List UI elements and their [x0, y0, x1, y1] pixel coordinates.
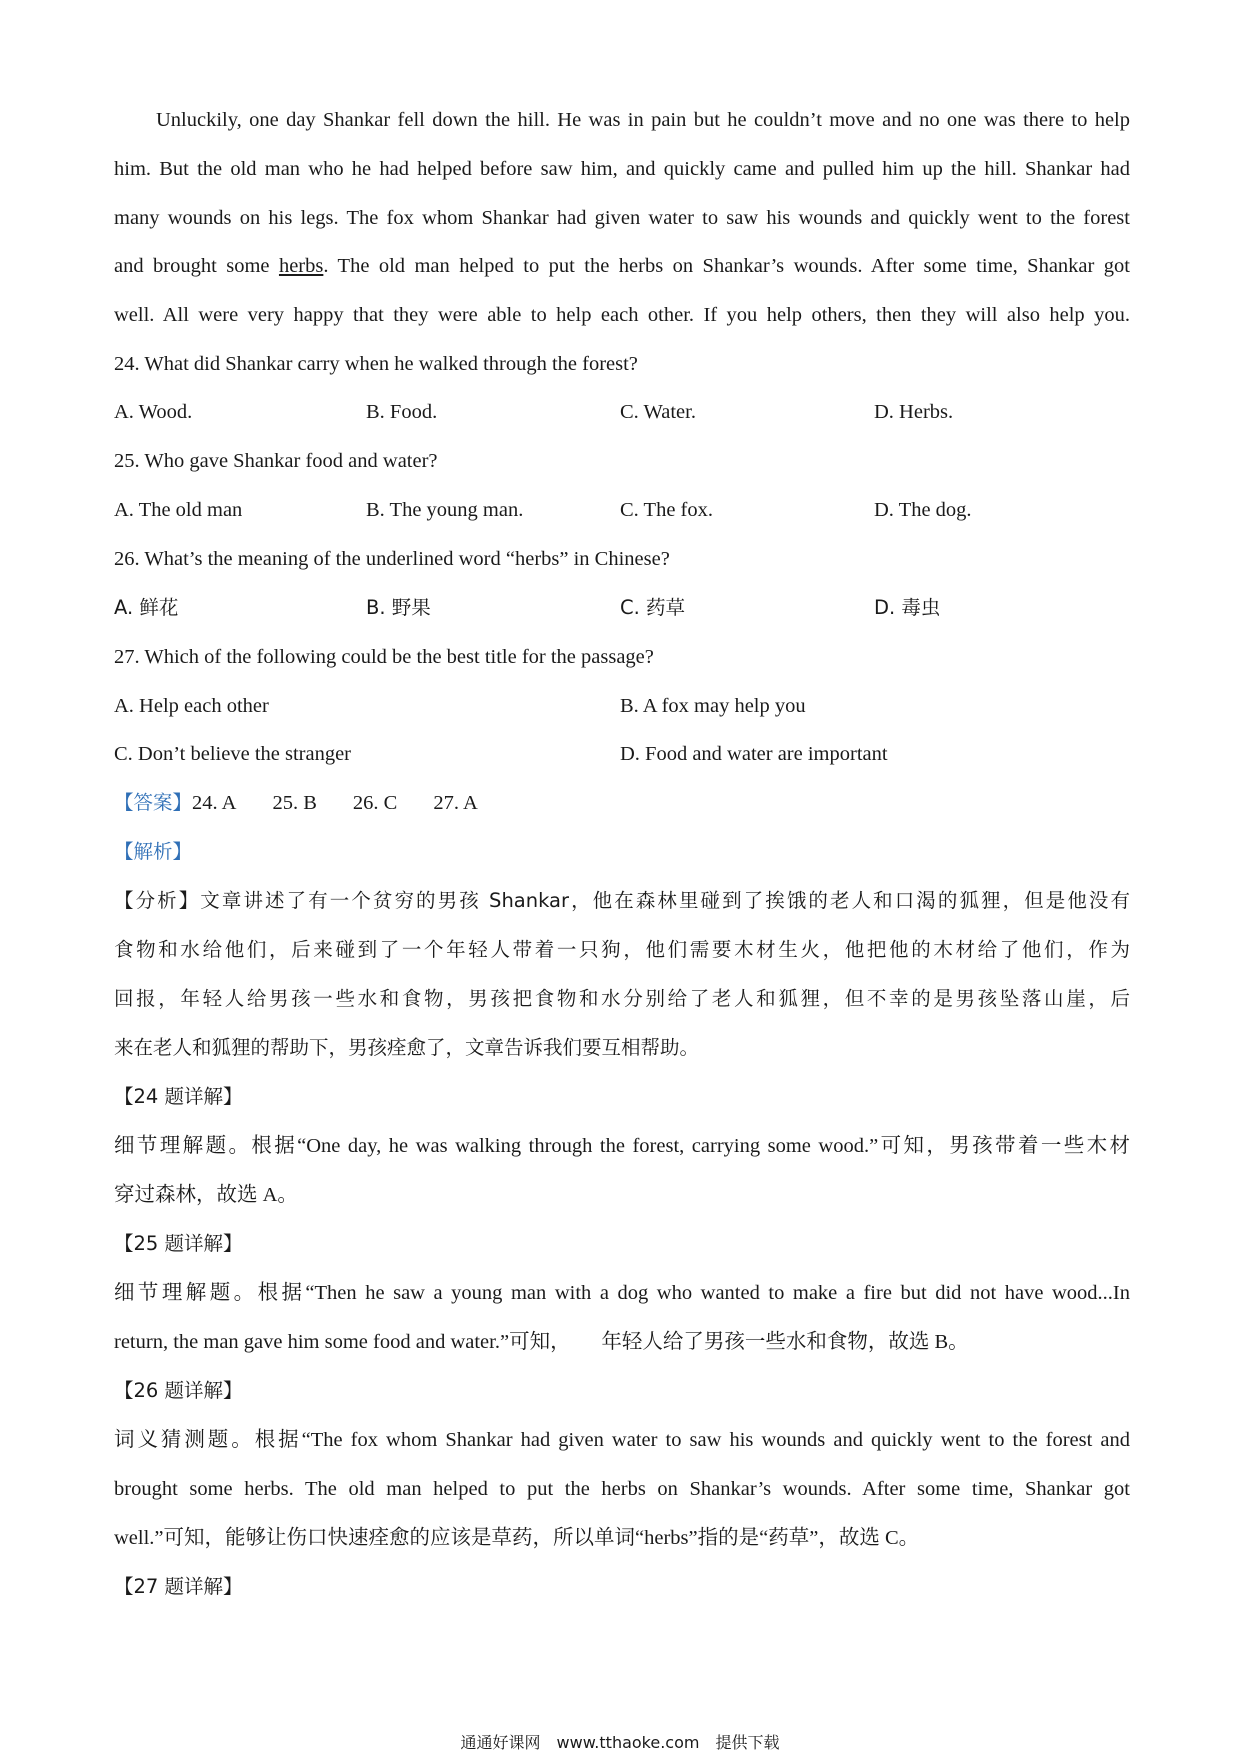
q24-option-b: B. Food.: [366, 401, 438, 423]
q26-option-c: C. 药草: [620, 596, 686, 619]
q27-option-b: B. A fox may help you: [620, 695, 806, 717]
q24-detail-title: 【24 题详解】: [114, 1085, 243, 1108]
analysis-summary-1: 【分析】文章讲述了有一个贫穷的男孩 Shankar，他在森林里碰到了挨饿的老人和口渴的狐狸，但是他没有: [114, 889, 1130, 912]
passage-line-1: Unluckily, one day Shankar fell down the hill. He was in pain but he couldn’t move and no one was there to help: [156, 109, 1130, 131]
question-25: 25. Who gave Shankar food and water?: [114, 450, 438, 472]
answer-24: 24. A: [192, 792, 237, 814]
passage-line-4-post: . The old man helped to put the herbs on Shankar’s wounds. After some time, Shankar got: [323, 255, 1130, 277]
question-24: 24. What did Shankar carry when he walked through the forest?: [114, 353, 638, 375]
q26-option-a: A. 鲜花: [114, 596, 179, 619]
passage-line-4: [114, 252, 1130, 280]
q25-option-a: A. The old man: [114, 499, 243, 521]
q24-detail-line-2: 穿过森林，故选 A。: [114, 1184, 298, 1206]
q26-detail-line-3: well.”可知，能够让伤口快速痊愈的应该是草药，所以单词“herbs”指的是“药草”，故选 C。: [114, 1527, 920, 1549]
q25-detail-title: 【25 题详解】: [114, 1232, 243, 1255]
q26-option-d: D. 毒虫: [874, 596, 941, 619]
q27-option-d: D. Food and water are important: [620, 743, 888, 765]
q27-option-c: C. Don’t believe the stranger: [114, 743, 352, 765]
q26-detail-title: 【26 题详解】: [114, 1379, 243, 1402]
passage-line-3: many wounds on his legs. The fox whom Shankar had given water to saw his wounds and quickly went to the forest: [114, 207, 1130, 229]
answer-27: 27. A: [433, 792, 478, 814]
page-footer: 通通好课网 www.tthaoke.com 提供下载: [460, 1733, 780, 1752]
q25-option-c: C. The fox.: [620, 499, 714, 521]
q26-detail-line-1: 词义猜测题。根据“The fox whom Shankar had given water to saw his wounds and quickly went to the forest and: [114, 1429, 1130, 1451]
question-27: 27. Which of the following could be the best title for the passage?: [114, 646, 654, 668]
q25-option-d: D. The dog.: [874, 499, 972, 521]
q26-option-b: B. 野果: [366, 596, 431, 619]
q27-option-a: A. Help each other: [114, 695, 269, 717]
q25-detail-line-1: 细节理解题。根据“Then he saw a young man with a dog who wanted to make a fire but did not have wood...In: [114, 1282, 1130, 1304]
question-26: 26. What’s the meaning of the underlined word “herbs” in Chinese?: [114, 548, 670, 570]
analysis-label: 【解析】: [114, 840, 193, 863]
passage-line-5: well. All were very happy that they were able to help each other. If you help others, then they will also help you.: [114, 304, 1130, 326]
passage-line-2: him. But the old man who he had helped before saw him, and quickly came and pulled him up the hill. Shankar had: [114, 158, 1130, 180]
q27-detail-title: 【27 题详解】: [114, 1575, 243, 1598]
passage-line-4-pre: and brought some: [114, 255, 279, 277]
q24-detail-line-1: 细节理解题。根据“One day, he was walking through the forest, carrying some wood.”可知，男孩带着一些木材: [114, 1135, 1130, 1157]
underlined-word-herbs: herbs: [278, 255, 324, 277]
analysis-summary-4: 来在老人和狐狸的帮助下，男孩痊愈了，文章告诉我们要互相帮助。: [114, 1036, 700, 1059]
answer-26: 26. C: [352, 792, 398, 814]
answer-label: 【答案】: [114, 791, 193, 814]
answer-line: [114, 789, 1130, 817]
q25-detail-line-2: return, the man gave him some food and water.”可知， 年轻人给了男孩一些水和食物，故选 B。: [114, 1331, 969, 1353]
q24-option-d: D. Herbs.: [874, 401, 954, 423]
analysis-summary-2: 食物和水给他们，后来碰到了一个年轻人带着一只狗，他们需要木材生火，他把他的木材给了他们，作为: [114, 938, 1130, 961]
q24-option-a: A. Wood.: [114, 401, 193, 423]
answer-25: 25. B: [272, 792, 317, 814]
q26-detail-line-2: brought some herbs. The old man helped to put the herbs on Shankar’s wounds. After some time, Shankar got: [114, 1478, 1130, 1500]
analysis-summary-3: 回报，年轻人给男孩一些水和食物，男孩把食物和水分别给了老人和狐狸，但不幸的是男孩坠落山崖，后: [114, 987, 1130, 1010]
q25-option-b: B. The young man.: [366, 499, 524, 521]
q24-option-c: C. Water.: [620, 401, 696, 423]
